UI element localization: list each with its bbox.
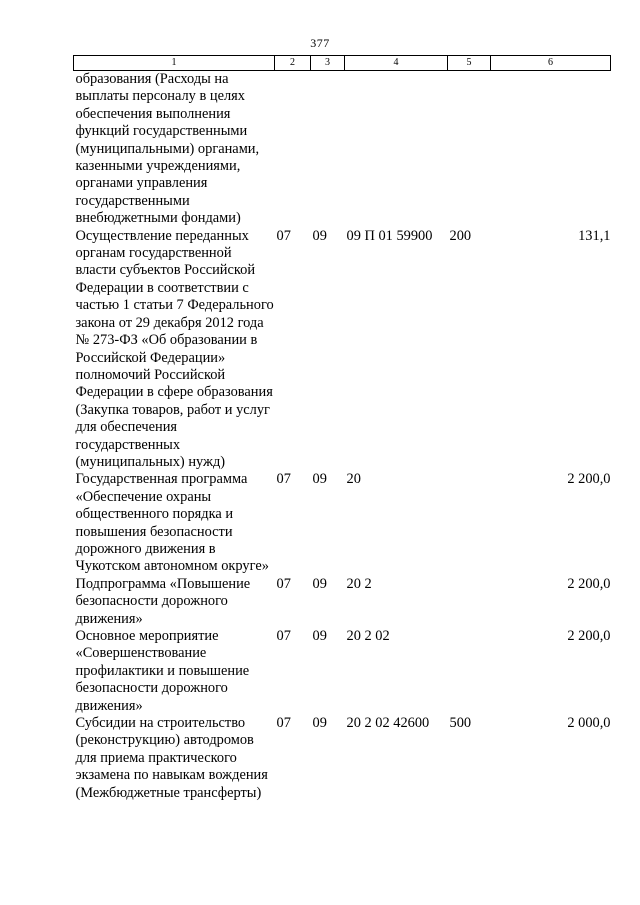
- row-subsection: 09: [312, 715, 327, 732]
- table-row: [74, 228, 611, 472]
- row-name: Субсидии на строительство (реконструкцию) автодромов для приема практического экзамена по навыкам вождения (Межбюджетные трансферты): [75, 715, 268, 801]
- row-target-article: 20: [346, 471, 361, 488]
- row-expense-type: 200: [449, 227, 472, 244]
- row-amount: [491, 71, 611, 228]
- row-section: 07: [276, 471, 291, 488]
- column-header-6: 6: [491, 56, 611, 71]
- table-header-row: [74, 56, 611, 71]
- table-row: [74, 471, 611, 575]
- row-expense-type: [448, 71, 491, 228]
- column-header-2: 2: [275, 56, 311, 71]
- budget-table: [73, 55, 611, 802]
- row-target-article: 09 П 01 59900: [346, 227, 433, 244]
- row-amount: 2 200,0: [567, 628, 611, 644]
- table-body: [74, 71, 611, 803]
- row-subsection: [311, 71, 345, 228]
- row-subsection: 09: [312, 575, 327, 592]
- row-name: образования (Расходы на выплаты персоналу в целях обеспечения выполнения функций государственными (муниципальными) органами, казенными учреждениями, органами управления государственными внебюджетными фондами): [75, 71, 260, 227]
- row-expense-type: [448, 471, 491, 575]
- row-amount: 131,1: [578, 227, 611, 244]
- row-section: [275, 71, 311, 228]
- row-expense-type: 500: [449, 715, 472, 732]
- row-name: Подпрограмма «Повышение безопасности дорожного движения»: [75, 575, 251, 627]
- row-target-article: 20 2 02 42600: [346, 715, 430, 732]
- row-name: Основное мероприятие «Совершенствование профилактики и повышение безопасности дорожного движения»: [75, 628, 250, 714]
- column-header-5: 5: [448, 56, 491, 71]
- row-expense-type: [448, 576, 491, 628]
- row-section: 07: [276, 575, 291, 592]
- row-expense-type: [448, 628, 491, 715]
- table-row: [74, 576, 611, 628]
- row-name: Осуществление переданных органам государственной власти субъектов Российской Федерации в соответствии с частью 1 статьи 7 Федерального закона от 29 декабря 2012 года № 273-ФЗ «Об образовании в Российской Федерации» полномочий Российской Федерации в сфере образования (Закупка товаров, работ и услуг для обеспечения государственных (муниципальных) нужд): [75, 227, 274, 470]
- row-amount: 2 200,0: [567, 471, 611, 488]
- row-target-article: 20 2 02: [346, 628, 390, 644]
- page-number: 377: [310, 36, 330, 50]
- row-subsection: 09: [312, 471, 327, 488]
- row-name: Государственная программа «Обеспечение охраны общественного порядка и повышения безопасности дорожного движения в Чукотском автономном округе»: [75, 471, 269, 575]
- table-row: [74, 71, 611, 228]
- row-section: 07: [276, 715, 291, 732]
- table-row: [74, 715, 611, 802]
- column-header-4: 4: [345, 56, 448, 71]
- table-row: [74, 628, 611, 715]
- table-header: [74, 56, 611, 71]
- row-section: 07: [276, 227, 291, 244]
- column-header-1: 1: [74, 56, 275, 71]
- row-amount: 2 000,0: [567, 715, 611, 732]
- row-subsection: 09: [312, 227, 327, 244]
- row-amount: 2 200,0: [567, 575, 611, 592]
- row-section: 07: [276, 628, 291, 644]
- row-subsection: 09: [312, 628, 327, 644]
- column-header-3: 3: [311, 56, 345, 71]
- row-target-article: [345, 71, 448, 228]
- row-target-article: 20 2: [346, 575, 372, 592]
